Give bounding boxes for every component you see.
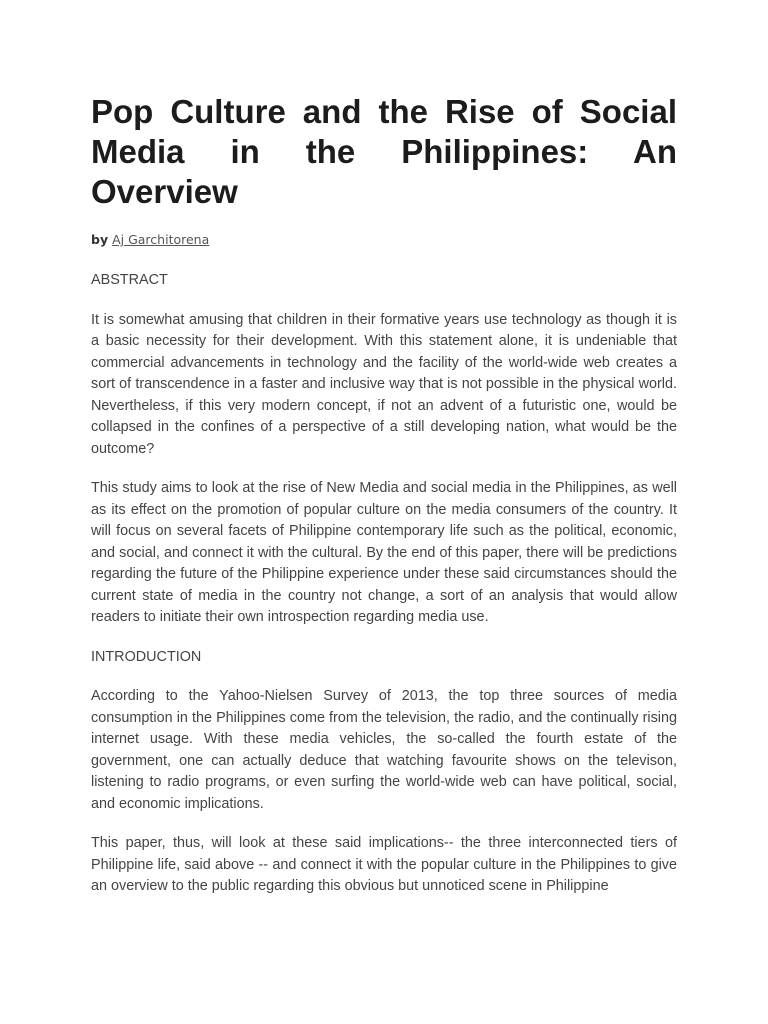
abstract-paragraph-1: It is somewhat amusing that children in their formative years use technology as though it is a basic necessity for their development. With this statement alone, it is undeniable that commercial advancements in technology and the facility of the world-wide web creates a sort of transcendence in a faster and inclusive way that is not possible in the physical world. Nevertheless, if this very modern concept, if not an advent of a futuristic one, would be collapsed in the confines of a perspective of a still developing nation, what would be the outcome? bbox=[91, 311, 677, 457]
introduction-paragraph-1: According to the Yahoo-Nielsen Survey of 2013, the top three sources of media consumption in the Philippines come from the television, the radio, and the continually rising internet usage. With these media vehicles, the so-called the fourth estate of the government, one can actually deduce that watching favourite shows on the televison, listening to radio programs, or even surfing the world-wide web can have political, social, and economic implications. bbox=[91, 688, 677, 812]
abstract-paragraph-2: This study aims to look at the rise of New Media and social media in the Philippines, as well as its effect on the promotion of popular culture on the media consumers of the country. It will focus on several facets of Philippine contemporary life such as the political, economic, and social, and connect it with the cultural. By the end of this paper, there will be predictions regarding the future of the Philippine experience under these said circumstances should the current state of media in the country not change, a sort of an analysis that would allow readers to initiate their own introspection regarding media use. bbox=[91, 480, 677, 625]
byline-prefix: by bbox=[91, 232, 109, 247]
article bbox=[91, 92, 677, 916]
introduction-paragraph-2: This paper, thus, will look at these said implications-- the three interconnected tiers of Philippine life, said above -- and connect it with the popular culture in the Philippines to give an overview to the public regarding this obvious but unnoticed scene in Philippine bbox=[91, 835, 677, 894]
author-link[interactable]: Aj Garchitorena bbox=[112, 232, 210, 247]
introduction-heading: INTRODUCTION bbox=[91, 648, 202, 665]
abstract-heading: ABSTRACT bbox=[91, 272, 168, 288]
article-title: Pop Culture and the Rise of Social Media in the Philippines: An Overview bbox=[91, 93, 677, 210]
byline bbox=[91, 232, 677, 248]
